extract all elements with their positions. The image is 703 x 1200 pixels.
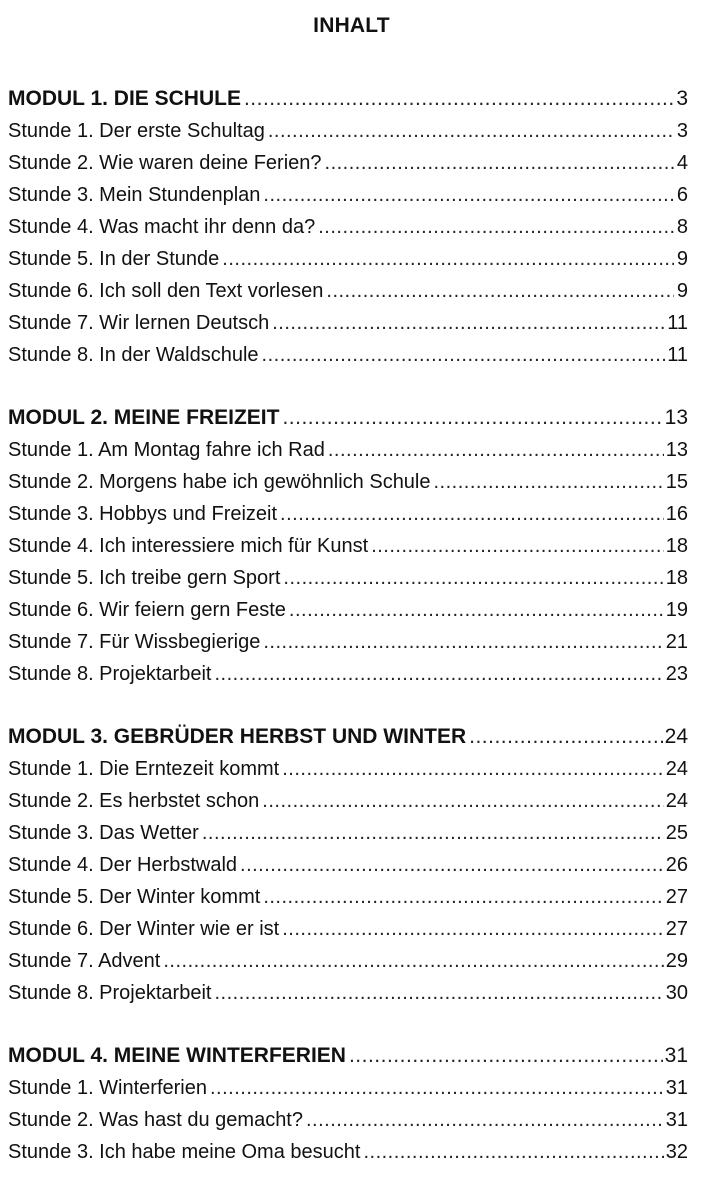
toc-entry xyxy=(8,339,688,371)
page-number: 9 xyxy=(676,248,688,270)
entry-label: Stunde 7. Wir lernen Deutsch xyxy=(8,312,270,334)
dot-leader xyxy=(263,626,663,658)
entry-label: Stunde 3. Mein Stundenplan xyxy=(8,184,261,206)
dot-leader xyxy=(328,434,664,466)
page-number: 18 xyxy=(665,567,688,589)
entry-label: Stunde 2. Morgens habe ich gewöhnlich Schule xyxy=(8,471,431,493)
toc-entry xyxy=(8,945,688,977)
dot-leader xyxy=(240,849,664,881)
entry-label: Stunde 7. Für Wissbegierige xyxy=(8,631,261,653)
toc-entry xyxy=(8,1072,688,1104)
module-3 xyxy=(8,720,688,1009)
toc-entry xyxy=(8,1104,688,1136)
page-number: 29 xyxy=(665,950,688,972)
page-number: 9 xyxy=(676,280,688,302)
entry-label: Stunde 2. Es herbstet schon xyxy=(8,790,260,812)
module-heading xyxy=(8,82,688,115)
toc-entry xyxy=(8,211,688,243)
page-number: 23 xyxy=(665,663,688,685)
page-number: 11 xyxy=(667,312,688,334)
dot-leader xyxy=(262,785,663,817)
page-number: 3 xyxy=(676,87,688,110)
entry-label: Stunde 6. Wir feiern gern Feste xyxy=(8,599,286,621)
dot-leader xyxy=(325,147,674,179)
entry-label: Stunde 6. Der Winter wie er ist xyxy=(8,918,280,940)
dot-leader xyxy=(244,82,674,115)
toc-entry xyxy=(8,817,688,849)
toc-entry xyxy=(8,658,688,690)
toc-entry xyxy=(8,115,688,147)
module-1 xyxy=(8,82,688,371)
toc-entry xyxy=(8,243,688,275)
dot-leader xyxy=(326,275,674,307)
toc-entry xyxy=(8,179,688,211)
entry-label: Stunde 3. Hobbys und Freizeit xyxy=(8,503,278,525)
entry-label: Stunde 4. Ich interessiere mich für Kunst xyxy=(8,535,369,557)
page-number: 15 xyxy=(665,471,688,493)
toc-entry xyxy=(8,530,688,562)
dot-leader xyxy=(214,658,663,690)
page-number: 6 xyxy=(676,184,688,206)
page-number: 27 xyxy=(665,886,688,908)
page-number: 30 xyxy=(665,982,688,1004)
dot-leader xyxy=(306,1104,664,1136)
page-number: 3 xyxy=(676,120,688,142)
page-number: 24 xyxy=(665,790,688,812)
entry-label: Stunde 5. Ich treibe gern Sport xyxy=(8,567,281,589)
module-heading-label: MODUL 1. DIE SCHULE xyxy=(8,87,241,110)
page-number: 25 xyxy=(665,822,688,844)
dot-leader xyxy=(434,466,664,498)
table-of-contents xyxy=(8,82,688,1198)
entry-label: Stunde 8. Projektarbeit xyxy=(8,982,212,1004)
dot-leader xyxy=(469,720,663,753)
dot-leader xyxy=(283,562,663,594)
entry-label: Stunde 1. Der erste Schultag xyxy=(8,120,265,142)
toc-entry xyxy=(8,753,688,785)
toc-entry xyxy=(8,466,688,498)
page-number: 18 xyxy=(665,535,688,557)
dot-leader xyxy=(202,817,664,849)
entry-label: Stunde 5. In der Stunde xyxy=(8,248,220,270)
page-number: 31 xyxy=(664,1044,688,1067)
toc-entry xyxy=(8,562,688,594)
dot-leader xyxy=(262,339,666,371)
dot-leader xyxy=(268,115,674,147)
module-heading-label: MODUL 4. MEINE WINTERFERIEN xyxy=(8,1044,346,1067)
module-heading-label: MODUL 2. MEINE FREIZEIT xyxy=(8,406,280,429)
entry-label: Stunde 3. Ich habe meine Oma besucht xyxy=(8,1141,361,1163)
dot-leader xyxy=(282,401,662,434)
page-title: INHALT xyxy=(313,14,390,37)
entry-label: Stunde 2. Wie waren deine Ferien? xyxy=(8,152,322,174)
toc-entry xyxy=(8,626,688,658)
toc-entry xyxy=(8,977,688,1009)
dot-leader xyxy=(289,594,664,626)
dot-leader xyxy=(263,179,674,211)
entry-label: Stunde 1. Winterferien xyxy=(8,1077,207,1099)
toc-entry xyxy=(8,307,688,339)
page-number: 21 xyxy=(665,631,688,653)
module-heading xyxy=(8,401,688,434)
entry-label: Stunde 2. Was hast du gemacht? xyxy=(8,1109,303,1131)
page-number: 11 xyxy=(667,344,688,366)
dot-leader xyxy=(280,498,664,530)
entry-label: Stunde 8. Projektarbeit xyxy=(8,663,212,685)
entry-label: Stunde 1. Die Erntezeit kommt xyxy=(8,758,280,780)
module-4 xyxy=(8,1039,688,1168)
page-number: 19 xyxy=(665,599,688,621)
dot-leader xyxy=(282,753,664,785)
toc-entry xyxy=(8,1136,688,1168)
entry-label: Stunde 3. Das Wetter xyxy=(8,822,199,844)
dot-leader xyxy=(282,913,664,945)
dot-leader xyxy=(214,977,663,1009)
dot-leader xyxy=(318,211,674,243)
dot-leader xyxy=(363,1136,663,1168)
entry-label: Stunde 8. In der Waldschule xyxy=(8,344,259,366)
entry-label: Stunde 1. Am Montag fahre ich Rad xyxy=(8,439,325,461)
dot-leader xyxy=(222,243,674,275)
dot-leader xyxy=(263,881,663,913)
toc-entry xyxy=(8,498,688,530)
toc-entry xyxy=(8,147,688,179)
toc-entry xyxy=(8,913,688,945)
entry-label: Stunde 5. Der Winter kommt xyxy=(8,886,261,908)
module-heading-label: MODUL 3. GEBRÜDER HERBST UND WINTER xyxy=(8,725,467,748)
page-number: 31 xyxy=(665,1077,688,1099)
page-number: 4 xyxy=(676,152,688,174)
toc-entry xyxy=(8,849,688,881)
module-2 xyxy=(8,401,688,690)
dot-leader xyxy=(371,530,664,562)
page-number: 8 xyxy=(676,216,688,238)
toc-entry xyxy=(8,594,688,626)
page-number: 27 xyxy=(665,918,688,940)
module-heading xyxy=(8,1039,688,1072)
toc-entry xyxy=(8,785,688,817)
page-number: 24 xyxy=(665,758,688,780)
toc-entry xyxy=(8,434,688,466)
entry-label: Stunde 4. Der Herbstwald xyxy=(8,854,238,876)
page-number: 32 xyxy=(665,1141,688,1163)
toc-entry xyxy=(8,881,688,913)
page-number: 24 xyxy=(664,725,688,748)
page-number: 13 xyxy=(664,406,688,429)
page-number: 16 xyxy=(665,503,688,525)
module-heading xyxy=(8,720,688,753)
toc-entry xyxy=(8,275,688,307)
dot-leader xyxy=(272,307,665,339)
entry-label: Stunde 4. Was macht ihr denn da? xyxy=(8,216,316,238)
dot-leader xyxy=(163,945,663,977)
entry-label: Stunde 7. Advent xyxy=(8,950,161,972)
page-number: 26 xyxy=(665,854,688,876)
dot-leader xyxy=(210,1072,664,1104)
page-number: 13 xyxy=(665,439,688,461)
page-number: 31 xyxy=(665,1109,688,1131)
entry-label: Stunde 6. Ich soll den Text vorlesen xyxy=(8,280,324,302)
dot-leader xyxy=(349,1039,663,1072)
